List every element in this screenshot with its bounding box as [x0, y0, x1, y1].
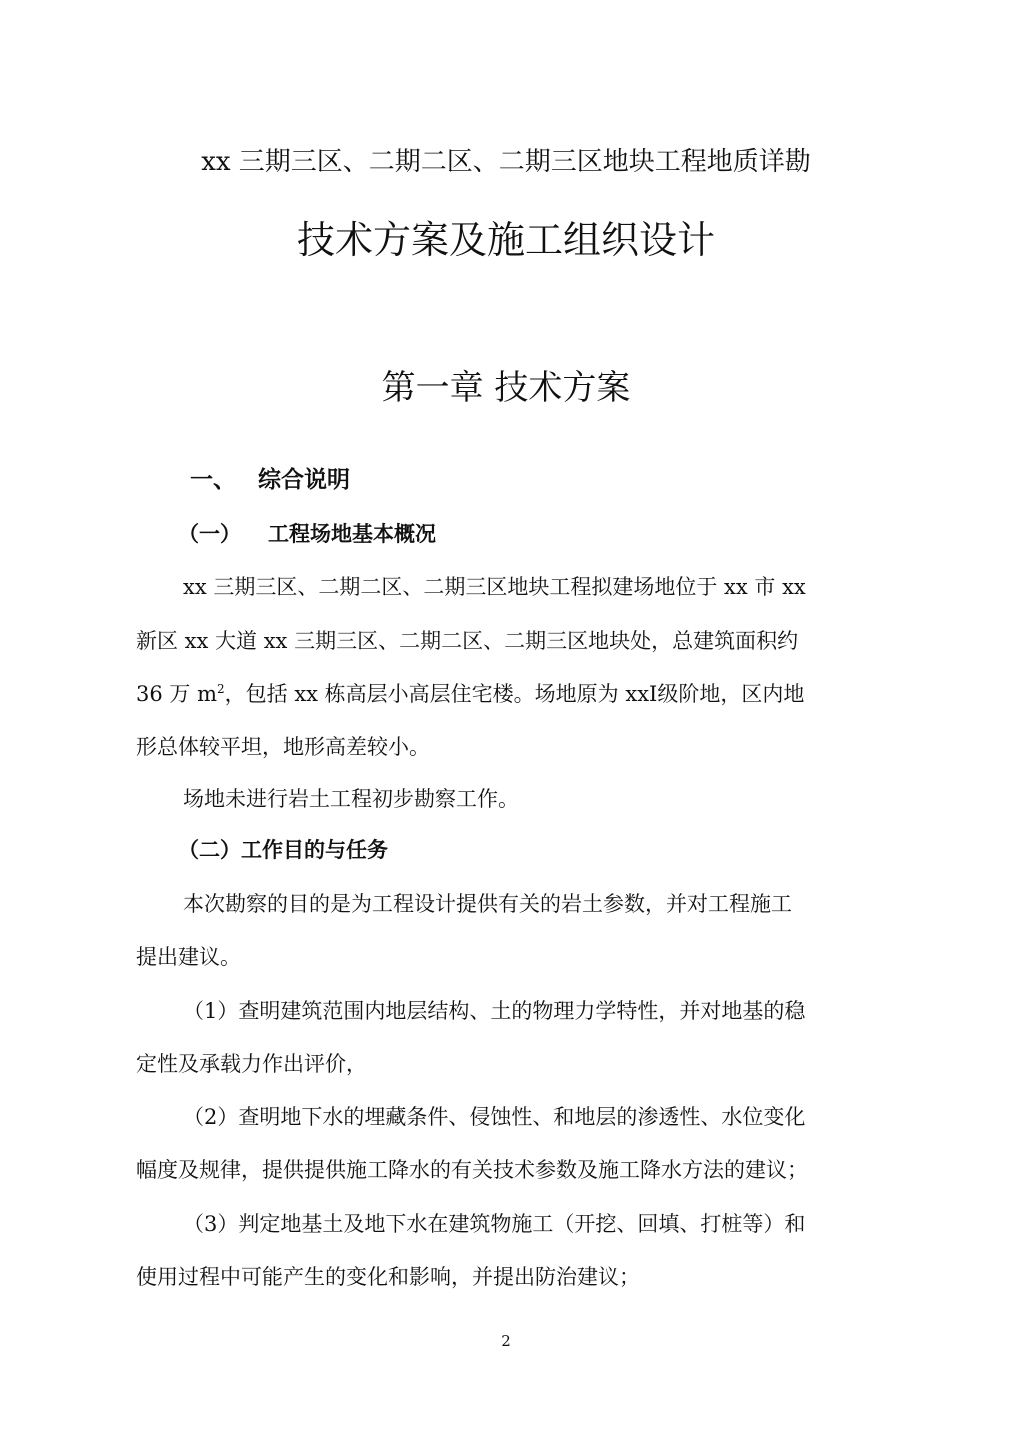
paragraph-line	[136, 677, 804, 711]
paragraph-line: xx 三期三区、二期二区、二期三区地块工程拟建场地位于 xx 市 xx	[183, 575, 806, 599]
section-number: 一、	[190, 467, 236, 493]
subsection-heading-2: （二）工作目的与任务	[178, 838, 388, 862]
paragraph-line: 新区 xx 大道 xx 三期三区、二期二区、二期三区地块处，总建筑面积约	[136, 629, 799, 653]
page-number: 2	[501, 1332, 511, 1350]
document-subtitle: xx 三期三区、二期二区、二期三区地块工程地质详勘	[201, 147, 811, 177]
superscript: 2	[217, 682, 225, 696]
list-item-line: 定性及承载力作出评价，	[136, 1052, 367, 1076]
paragraph-text: ，包括 xx 栋高层小高层住宅楼。场地原为 xxⅠ级阶地，区内地	[224, 682, 805, 706]
paragraph-line: 场地未进行岩土工程初步勘察工作。	[183, 787, 519, 811]
section-title: 综合说明	[258, 467, 350, 493]
subsection-title: 工程场地基本概况	[268, 522, 436, 546]
paragraph-line: 提出建议。	[136, 945, 241, 969]
chapter-heading: 第一章 技术方案	[381, 368, 631, 408]
subsection-number: （一）	[178, 522, 241, 546]
area-value: 36 万 m	[136, 682, 217, 706]
list-item-line: 使用过程中可能产生的变化和影响，并提出防治建议；	[136, 1265, 640, 1289]
section-heading-1	[190, 462, 350, 498]
list-item-line: （2）查明地下水的埋藏条件、侵蚀性、和地层的渗透性、水位变化	[183, 1105, 806, 1129]
list-item-line: 幅度及规律，提供提供施工降水的有关技术参数及施工降水方法的建议；	[136, 1158, 808, 1182]
list-item-line: （3）判定地基土及地下水在建筑物施工（开挖、回填、打桩等）和	[183, 1212, 806, 1236]
document-title: 技术方案及施工组织设计	[296, 218, 715, 262]
list-item-line: （1）查明建筑范围内地层结构、土的物理力学特性，并对地基的稳	[183, 999, 806, 1023]
paragraph-line: 形总体较平坦，地形高差较小。	[136, 735, 430, 759]
paragraph-line: 本次勘察的目的是为工程设计提供有关的岩土参数，并对工程施工	[183, 892, 792, 916]
subsection-heading-1	[178, 517, 436, 551]
